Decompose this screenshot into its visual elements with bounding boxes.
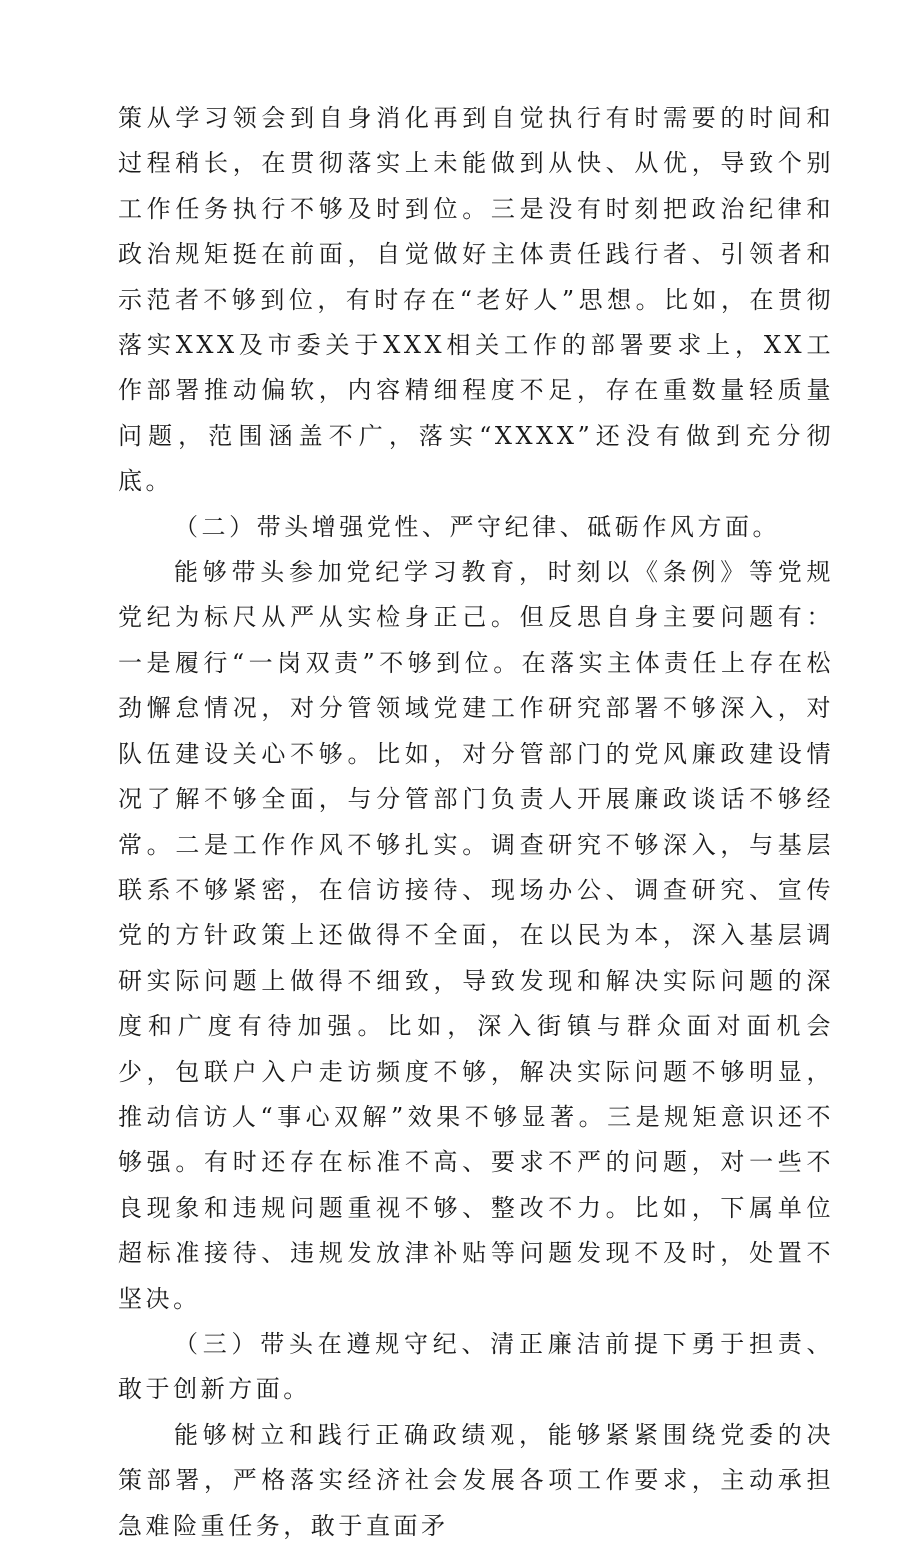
paragraph-section-2-body: 能够带头参加党纪学习教育，时刻以《条例》等党规党纪为标尺从严从实检身正己。但反思自身主要问题有：一是履行“一岗双责”不够到位。在落实主体责任上存在松劲懈怠情况，对分管领域党建工作研究部署不够深入，对队伍建设关心不够。比如，对分管部门的党风廉政建设情况了解不够全面，与分管部门负责人开展廉政谈话不够经常。二是工作作风不够扎实。调查研究不够深入，与基层联系不够紧密，在信访接待、现场办公、调查研究、宣传党的方针政策上还做得不全面，在以民为本，深入基层调研实际问题上做得不细致，导致发现和解决实际问题的深度和广度有待加强。比如，深入街镇与群众面对面机会少，包联户入户走访频度不够，解决实际问题不够明显，推动信访人“事心双解”效果不够显著。三是规矩意识还不够强。有时还存在标准不高、要求不严的问题，对一些不良现象和违规问题重视不够、整改不力。比如，下属单位超标准接待、违规发放津补贴等问题发现不及时，处置不坚决。	[118, 558, 834, 1313]
paragraph-section-3-body: 能够树立和践行正确政绩观，能够紧紧围绕党委的决策部署，严格落实经济社会发展各项工作要求，主动承担急难险重任务，敢于直面矛	[118, 1420, 834, 1540]
paragraph-continuation: 策从学习领会到自身消化再到自觉执行有时需要的时间和过程稍长，在贯彻落实上未能做到从快、从优，导致个别工作任务执行不够及时到位。三是没有时刻把政治纪律和政治规矩挺在前面，自觉做好主体责任践行者、引领者和示范者不够到位，有时存在“老好人”思想。比如，在贯彻落实XXX及市委关于XXX相关工作的部署要求上，XX工作部署推动偏软，内容精细程度不足，存在重数量轻质量问题，范围涵盖不广，落实“XXXX”还没有做到充分彻底。	[118, 104, 834, 496]
section-heading-3: （三）带头在遵规守纪、清正廉洁前提下勇于担责、敢于创新方面。	[118, 1329, 834, 1404]
document-body	[118, 96, 834, 1549]
section-heading-2: （二）带头增强党性、严守纪律、砥砺作风方面。	[174, 512, 781, 541]
